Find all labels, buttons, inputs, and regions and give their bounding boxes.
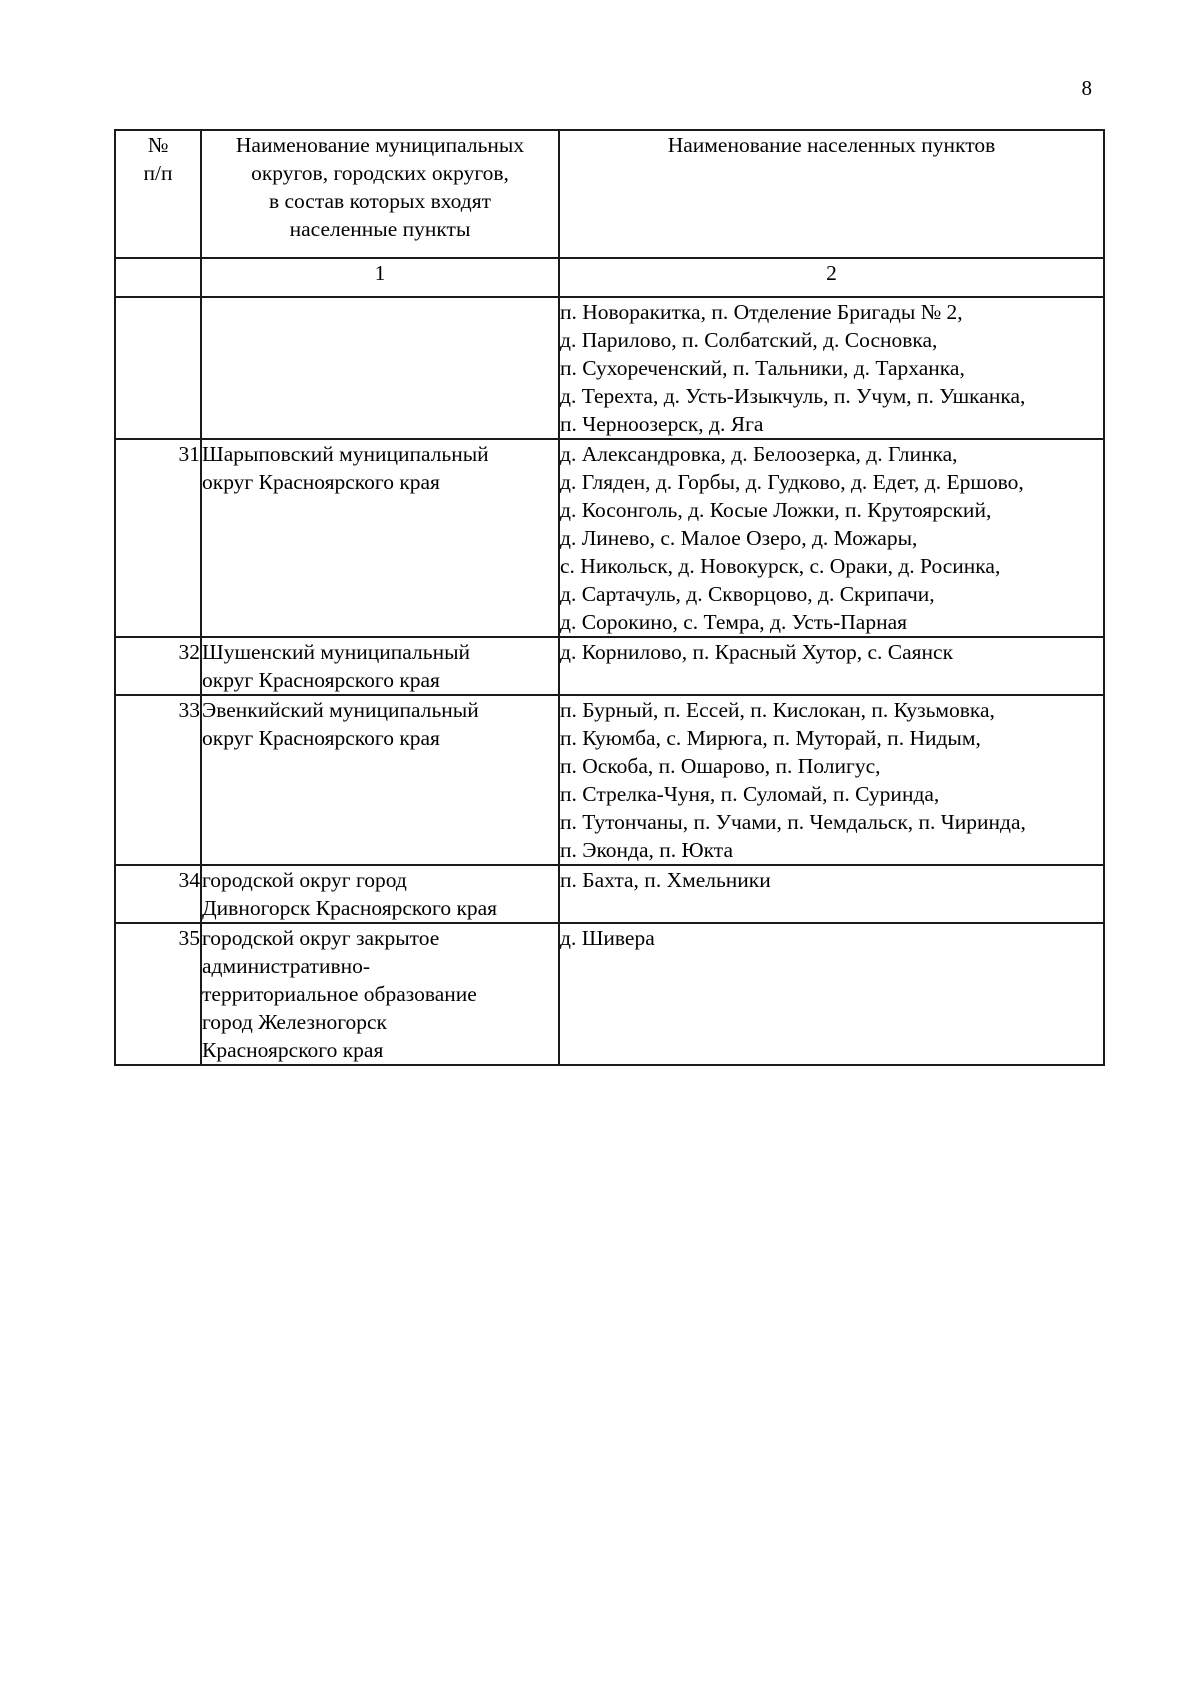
table-body bbox=[115, 297, 1104, 1065]
row-number: 35 bbox=[115, 923, 201, 1065]
row-number: 32 bbox=[115, 637, 201, 695]
table-row bbox=[115, 695, 1104, 865]
row-number: 33 bbox=[115, 695, 201, 865]
table-row bbox=[115, 637, 1104, 695]
column-index-2: 2 bbox=[559, 258, 1104, 297]
column-index-row bbox=[115, 258, 1104, 297]
header-settlement-names: Наименование населенных пунктов bbox=[559, 130, 1104, 258]
page-number: 8 bbox=[1081, 76, 1092, 100]
table-row bbox=[115, 865, 1104, 923]
settlement-names: п. Новоракитка, п. Отделение Бригады № 2, д. Парилово, п. Солбатский, д. Сосновка, п. Сухореченский, п. Тальники, д. Тарханка, д. Терехта, д. Усть-Изыкчуль, п. Учум, п. Ушканка, п. Черноозерск, д. Яга bbox=[559, 297, 1104, 439]
column-index-1: 1 bbox=[201, 258, 559, 297]
header-number: № п/п bbox=[115, 130, 201, 258]
settlement-names: д. Александровка, д. Белоозерка, д. Глинка, д. Гляден, д. Горбы, д. Гудково, д. Едет, д. Ершово, д. Косонголь, д. Косые Ложки, п. Крутоярский, д. Линево, с. Малое Озеро, д. Можары, с. Никольск, д. Новокурск, с. Ораки, д. Росинка, д. Сартачуль, д. Скворцово, д. Скрипачи, д. Сорокино, с. Темра, д. Усть-Парная bbox=[559, 439, 1104, 637]
settlement-names: п. Бахта, п. Хмельники bbox=[559, 865, 1104, 923]
table-header-row bbox=[115, 130, 1104, 258]
district-name bbox=[201, 297, 559, 439]
row-number: 34 bbox=[115, 865, 201, 923]
settlement-names: д. Шивера bbox=[559, 923, 1104, 1065]
row-number: 31 bbox=[115, 439, 201, 637]
settlement-names: п. Бурный, п. Ессей, п. Кислокан, п. Кузьмовка, п. Куюмба, с. Мирюга, п. Муторай, п. Нидым, п. Оскоба, п. Ошарово, п. Полигус, п. Стрелка-Чуня, п. Суломай, п. Суринда, п. Тутончаны, п. Учами, п. Чемдальск, п. Чиринда, п. Эконда, п. Юкта bbox=[559, 695, 1104, 865]
district-name: Шушенский муниципальный округ Красноярского края bbox=[201, 637, 559, 695]
district-name: городской округ закрытое административно- территориальное образование город Железногорск Красноярского края bbox=[201, 923, 559, 1065]
table-row bbox=[115, 297, 1104, 439]
row-number bbox=[115, 297, 201, 439]
settlement-names: д. Корнилово, п. Красный Хутор, с. Саянск bbox=[559, 637, 1104, 695]
column-index-empty bbox=[115, 258, 201, 297]
district-name: Эвенкийский муниципальный округ Красноярского края bbox=[201, 695, 559, 865]
district-name: городской округ город Дивногорск Красноярского края bbox=[201, 865, 559, 923]
district-name: Шарыповский муниципальный округ Красноярского края bbox=[201, 439, 559, 637]
header-district-name: Наименование муниципальных округов, городских округов, в состав которых входят населенные пункты bbox=[201, 130, 559, 258]
settlements-table bbox=[114, 129, 1105, 1066]
table-row bbox=[115, 439, 1104, 637]
table-row bbox=[115, 923, 1104, 1065]
